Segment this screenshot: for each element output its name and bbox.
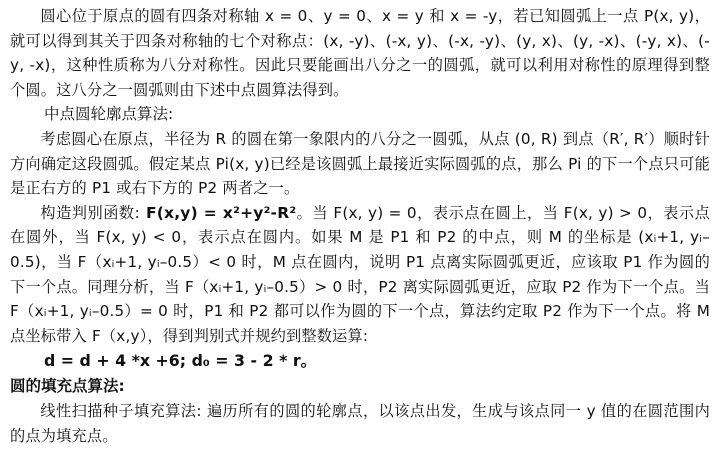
arc-description-paragraph: 考虑圆心在原点，半径为 R 的圆在第一象限内的八分之一圆弧，从点 (0, R) 到点（R′, R′）顺时针方向确定这段圆弧。假定某点 Pi(x, y)已经是该圆弧上最接近实际圆弧的点，那么 Pi 的下一个点只可能是正右方的 P1 或右下方的 P2 两者之一。 [10, 129, 710, 198]
discriminant-body: 。当 F(x, y) = 0，表示点在圆上，当 F(x, y) > 0，表示点在圆外，当 F(x, y) < 0，表示点在圆内。如果 M 是 P1 和 P2 的中点，则 M 的坐标是 (xᵢ+1, yᵢ–0.5)，当 F（xᵢ+1, yᵢ–0.5）< 0 时，M 点在圆内，说明 P1 点离实际圆弧更近，应该取 P1 作为圆的下一个点。同理分析，当 F（xᵢ+1, yᵢ–0.5）> 0 时，P2 离实际圆弧更近，应取 P2 作为下一个点。当 F（xᵢ+1, yᵢ–0.5）= 0 时，P1 和 P2 都可以作为圆的下一个点，算法约定取 P2 作为下一个点。将 M 点坐标带入 F（x,y），得到判别式并规约到整数运算: [10, 203, 711, 345]
discriminant-paragraph [10, 201, 710, 349]
discriminant-lead: 构造判别函数: [40, 203, 140, 222]
decision-formula: d = d + 4 *x +6; d₀ = 3 - 2 * r。 [44, 351, 317, 371]
document-body [10, 4, 710, 448]
midpoint-algorithm-heading: 中点圆轮廓点算法: [44, 105, 174, 124]
fill-algorithm-paragraph: 线性扫描种子填充算法: 遍历所有的圆的轮廓点，以该点出发，生成与该点同一 y 值的在圆范围内的点为填充点。 [10, 401, 710, 445]
discriminant-formula: F(x,y) = x²+y²-R² [145, 203, 297, 222]
fill-algorithm-heading: 圆的填充点算法: [10, 377, 125, 396]
symmetry-paragraph: 圆心位于原点的圆有四条对称轴 x = 0、y = 0、x = y 和 x = -y，若已知圆弧上一点 P(x, y)，就可以得到其关于四条对称轴的七个对称点：(x, -y)、(-x, y)、(-x, -y)、(y, x)、(y, -x)、(-y, x)、(-y, -x)，这种性质称为八分对称性。因此只要能画出八分之一的圆弧，就可以利用对称性的原理得到整个圆。这八分之一圆弧则由下述中点圆算法得到。 [10, 7, 710, 99]
